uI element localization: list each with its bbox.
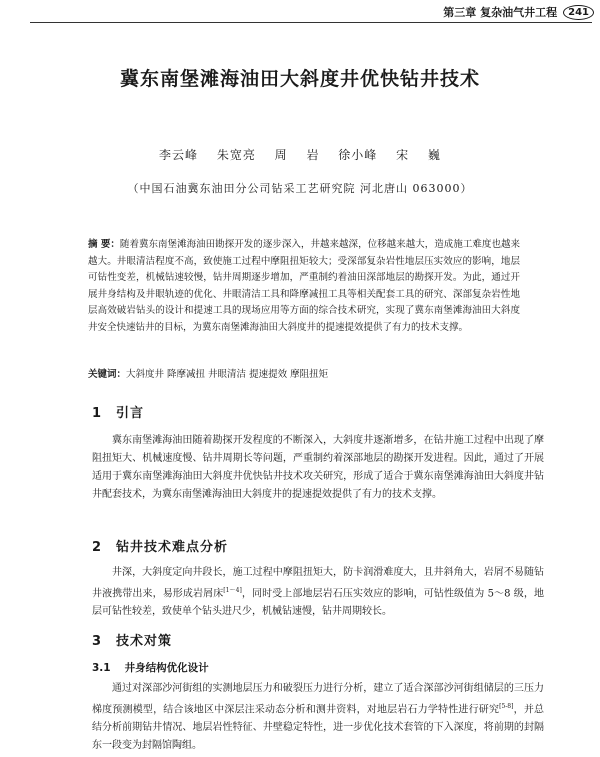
citation: [1～4] <box>223 587 242 594</box>
section-title: 钻井技术难点分析 <box>116 540 229 555</box>
subsection-heading <box>92 660 209 675</box>
section-paragraph: 冀东南堡滩海油田随着勘探开发程度的不断深入，大斜度井逐渐增多，在钻井施工过程中出现了摩阻扭矩大、机械速度慢、钻井周期长等问题，严重制约着深部地层的勘探开发进程。因此，通过了开展适用于冀东南堡滩海油田大斜度井优快钻井技术攻关研究，形成了适合于冀东南堡滩海油田大斜度井钻井配套技术，为冀东南堡滩海油田大斜度井的提速提效提供了有力的技术支撑。 <box>92 435 544 500</box>
subsection-title: 井身结构优化设计 <box>124 662 209 674</box>
section-title: 引言 <box>116 406 145 421</box>
subsection-number: 3.1 <box>92 662 111 674</box>
paper-title: 冀东南堡滩海油田大斜度井优快钻井技术 <box>119 68 480 90</box>
section-number: 3 <box>92 634 103 649</box>
chapter-title: 第三章 复杂油气井工程 <box>443 6 558 19</box>
authors: 李云峰 朱宽亮 周 岩 徐小峰 宋 巍 <box>159 148 441 162</box>
header-rule <box>30 22 592 23</box>
paragraph-text: 井深，大斜度定向井段长，施工过程中摩阻扭矩大，防卡润滑难度大，且井斜角大，岩屑不易随钻井液携带出来，易形成岩屑床 <box>92 567 544 600</box>
citation: [5-8] <box>499 703 514 710</box>
abstract-text: 随着冀东南堡滩海油田勘探开发的逐步深入，井越来越深，位移越来越大，造成施工难度也越来越大。井眼清洁程度不高，致使施工过程中摩阻扭矩较大；受深部复杂岩性地层压实效应的影响，地层可钻性变差，机械钻速较慢，钻井周期逐步增加，严重制约着油田深部地层的勘探开发。为此，通过开展井身结构及井眼轨迹的优化、井眼清洁工具和降摩减扭工具等相关配套工具的研究、深部复杂岩性地层高效破岩钻头的设计和提速工具的现场应用等方面的综合技术研究，实现了冀东南堡滩海油田大斜度井安全快速钻井的目标，为冀东南堡滩海油田大斜度井的提速提效提供了有力的技术支撑。 <box>88 239 520 333</box>
paragraph-text: ，同时受上部地层岩石压实效应的影响，可钻性级值为 5～8 级，地层可钻性较差，致使单个钻头进尺少，机械钻速慢，钻井周期较长。 <box>92 588 544 618</box>
section-heading <box>92 630 172 649</box>
keywords-label: 关键词： <box>88 369 127 380</box>
section-paragraph <box>92 564 544 621</box>
section-number: 2 <box>92 540 103 555</box>
running-header <box>443 4 594 20</box>
paragraph-text: 通过对深部沙河街组的实测地层压力和破裂压力进行分析，建立了适合深部沙河街组储层的三压力梯度预测模型，结合该地区中深层注采动态分析和测井资料，对地层岩石力学特性进行研究 <box>92 683 544 716</box>
affiliation: （中国石油冀东油田分公司钻采工艺研究院 河北唐山 063000） <box>127 182 473 195</box>
keywords-text: 大斜度井 降摩减扭 井眼清洁 提速提效 摩阻扭矩 <box>126 369 329 380</box>
section-heading <box>92 536 228 555</box>
section-number: 1 <box>92 406 103 421</box>
section-title: 技术对策 <box>116 634 173 649</box>
section-heading <box>92 402 144 421</box>
abstract <box>88 237 520 336</box>
page-number: 241 <box>563 5 594 20</box>
abstract-label: 摘 要： <box>88 239 120 250</box>
paragraph-text: ，并总结分析前期钻井情况、地层岩性特征、井壁稳定特性，进一步优化技术套管的下入深度，将前期的封隔东一段变为封隔馆陶组。 <box>92 704 545 752</box>
section-paragraph <box>92 680 544 755</box>
keywords <box>88 366 520 380</box>
